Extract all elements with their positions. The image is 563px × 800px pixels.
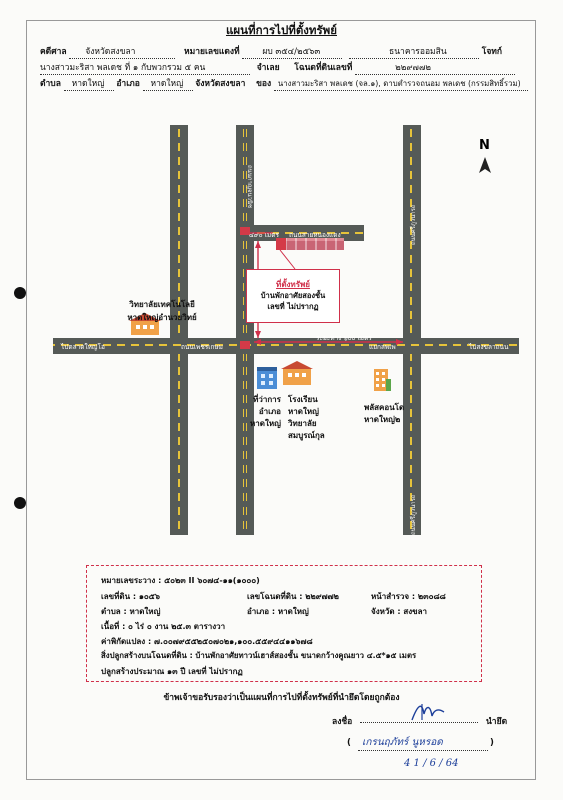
paren-open: (: [347, 738, 351, 748]
school-label-line1: โรงเรียน: [288, 395, 318, 404]
north-arrow-icon: [479, 157, 491, 173]
owner-value: นางสาวมะริสา พลเดช (จล.๑), ดาบตำรวจถนอม พลเดช (กรรมสิทธิ์รวม): [274, 78, 528, 91]
office-label-line3: หาดใหญ่: [250, 419, 281, 428]
location-map: [33, 115, 529, 555]
owner-label: ของ: [256, 79, 272, 89]
header-row-defendant: [40, 60, 515, 75]
condo-label-line1: พลัสคอนโด: [364, 403, 405, 412]
college-label-line2: หาดใหญ่อำนวยวิทย์: [127, 313, 197, 322]
amphoe-value: หาดใหญ่: [143, 76, 193, 91]
info-coords: ค่าพิกัดแปลง : ๗.๐๐๗๙๕๕๒๕๐๗๐๒๑,๑๐๐.๕๕๙๔๔๑๑๖๗๘: [101, 637, 313, 646]
amphoe-label: อำเภอ: [116, 79, 140, 89]
school-label-line4: สมบูรณ์กุล: [288, 431, 325, 440]
handwritten-name: เกรนฤภัทร์ นูหรอด: [362, 737, 443, 748]
info-building: สิ่งปลูกสร้างบนโฉนดที่ดิน : บ้านพักอาศัยทาวน์เฮาส์สองชั้น ขนาดกว้างคูณยาว ๔.๕*๑๕ เมตร: [101, 651, 417, 660]
paren-close: ): [490, 738, 494, 748]
name-line: [358, 750, 488, 751]
college-label-line1: วิทยาลัยเทคโนโลยี: [129, 300, 195, 309]
page-title: แผนที่การไปที่ตั้งทรัพย์: [225, 23, 337, 37]
parcel-info-box: [86, 565, 482, 682]
distance-branch-label: ๔๙๐ เมตร: [249, 231, 279, 239]
header-row-court: [40, 44, 502, 59]
deed-label: โฉนดที่ดินเลขที่: [294, 63, 353, 73]
condo-building-icon: [374, 369, 391, 391]
info-province: จังหวัด : สงขลา: [371, 607, 427, 616]
distance-main-label: ระยะทาง ๖๐๐ เมตร: [316, 334, 372, 342]
province-label: จังหวัดสงขลา: [195, 79, 246, 89]
road-branch-label: ถนนสายหนองแดง: [289, 231, 341, 239]
info-amphoe: อำเภอ : หาดใหญ่: [247, 607, 309, 616]
road-label-left: ไปตลาดใหญ่โอ: [61, 343, 105, 351]
deed-value: ๒๒๙๗๗๒: [355, 60, 515, 75]
info-built: ปลูกสร้างประมาณ ๑๓ ปี เลขที่ ไม่ปรากฏ: [101, 667, 243, 676]
road-label-right: ไปสงขลาถนน: [469, 343, 509, 351]
court-label: คดีศาล: [40, 47, 67, 57]
punch-hole-top: [14, 287, 26, 299]
tambon-label: ตำบล: [40, 79, 61, 89]
condo-label-line2: หาดใหญ่๒: [364, 415, 401, 424]
case-label: หมายเลขแดงที่: [184, 47, 240, 57]
road-vertical-left-label: ถนนกาญจนวนิช: [246, 165, 253, 209]
signature-mark: [408, 700, 448, 724]
role-label: นำยึด: [486, 717, 508, 727]
info-area: เนื้อที่ : ๐ ไร่ ๐ งาน ๒๕.๓ ตารางวา: [101, 622, 226, 631]
info-land-no: เลขที่ดิน : ๑๐๕๖: [101, 592, 160, 601]
certification-text: ข้าพเจ้าขอรับรองว่าเป็นแผนที่การไปที่ตั้งทรัพย์ที่นำยึดโดยถูกต้อง: [163, 693, 400, 703]
condo-label: [364, 402, 404, 426]
info-survey: หน้าสำรวจ : ๒๓๐๘๘: [371, 592, 446, 601]
plaintiff-value: ธนาคารออมสิน: [349, 44, 479, 59]
marker-main-junction: [240, 341, 250, 349]
tambon-value: หาดใหญ่: [64, 76, 114, 91]
asset-title: ที่ตั้งทรัพย์: [276, 280, 310, 289]
road-label-center: ถนนเพชรเกษม: [181, 343, 223, 351]
asset-callout: [246, 269, 340, 323]
office-label: [250, 394, 281, 430]
handwritten-date: 4 1 / 6 / 64: [404, 758, 459, 769]
sign-label: ลงชื่อ: [332, 717, 353, 727]
school-label-line2: หาดใหญ่: [288, 407, 319, 416]
school-label-line3: วิทยาลัย: [288, 419, 317, 428]
road-vertical-right-label-2: ถนนศรีภูวนารถ: [410, 494, 417, 535]
asset-line1: บ้านพักอาศัยสองชั้น: [260, 291, 326, 300]
defendant-label: จำเลย: [256, 63, 280, 73]
north-label: N: [479, 138, 490, 153]
road-vertical-right-label: ถนนศรีภูวนารถ: [410, 204, 417, 245]
asset-line2: เลขที่ ไม่ปรากฏ: [267, 302, 319, 311]
info-tambon: ตำบล : หาดใหญ่: [101, 607, 161, 616]
office-label-line2: อำเภอ: [258, 407, 281, 416]
college-label: [108, 298, 216, 324]
office-label-line1: ที่ว่าการ: [253, 395, 281, 404]
row-houses: [276, 238, 344, 250]
asset-leader-line: [280, 250, 295, 269]
info-deed-no: เลขโฉนดที่ดิน : ๒๒๙๗๗๒: [247, 592, 339, 601]
defendant-value: นางสาวมะริสา พลเดช ที่ ๑ กับพวกรวม ๕ คน: [40, 60, 250, 75]
school-building-icon: [281, 361, 313, 385]
office-building-icon: [257, 367, 277, 389]
plaintiff-label: โจทก์: [481, 47, 503, 57]
punch-hole-bottom: [14, 497, 26, 509]
case-value: ผบ ๓๕๔/๒๕๖๓: [242, 44, 342, 59]
info-ref: หมายเลขระวาง : ๕๐๒๓ II ๖๐๗๔-๑๑(๑๐๐๐): [101, 576, 260, 585]
intersection-right-label: แยกลพเพ: [369, 343, 396, 351]
school-label: [288, 394, 325, 442]
header-row-location: [40, 76, 528, 91]
court-value: จังหวัดสงขลา: [69, 44, 175, 59]
